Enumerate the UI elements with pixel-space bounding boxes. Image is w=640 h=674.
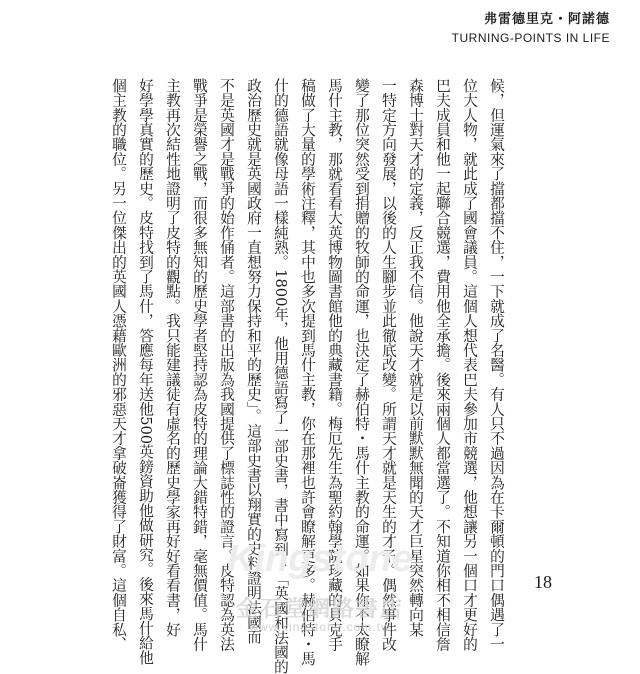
- text-line: 主教再次結性地證明了皮特的觀點。我只能建議徒有虛名的歷史學家再好好看看書，好: [164, 78, 181, 637]
- text-line: 一特定方向發展，以後的人生腳步並此徹底改變。所謂天才就是天生的才子。偶然事件改: [380, 78, 397, 652]
- book-author-title: 弗雷德里克・阿諾德: [483, 12, 610, 27]
- book-english-title: TURNING-POINTS IN LIFE: [451, 31, 610, 45]
- text-line: 變了那位突然受到捐贈的牧師的命運，也決定了赫伯特・馬什主教的命運。如果你不太瞭解: [353, 78, 370, 666]
- text-line: 什的德語就像母語一樣純熟。1800年，他用德語寫了一部史書，書中寫到：「英國和法國的: [272, 78, 289, 674]
- page-number: 18: [534, 572, 552, 592]
- text-line: 政治歷史就是英國政府一直想努力保持和平的歷史」。這部史書以翔實的史料證明法國而: [245, 78, 262, 644]
- watermark-site-name: 金石堂網路書店: [235, 596, 404, 622]
- text-line: 巴夫成員和他一起聯合競選，費用他全承擔。後來兩個人都當選了。不知道你相不相信詹: [434, 78, 451, 652]
- text-line: 稿做了大量的學術注釋，其中也多次提到馬什主教，你在那裡也許會瞭解更多。赫伯特・馬: [299, 78, 316, 666]
- text-line: 不是英國才是戰爭的始作俑者。這部書的出版為我國提供了標誌性的證言。皮特認為英法: [218, 78, 235, 652]
- running-header: [452, 8, 610, 45]
- text-line: 個主教的職位。另一位傑出的英國人憑藉歐洲的邪惡天才拿破崙獲得了財富。這個自私、: [110, 78, 127, 652]
- watermark-logo: Kingstone: [227, 538, 413, 580]
- text-line: 位大人物，就此成了國會議員。這個人想代表巴夫參加市競選，他想讓另一個口才更好的: [461, 78, 478, 652]
- text-line: 馬什主教，那就看看大英博物圖書館他的典藏書籍。梅厄先生為聖約翰學院珍藏的貝克手: [326, 78, 343, 652]
- text-line: 戰爭是榮譽之戰，而很多無知的歷史學者堅持認為皮特的理論大錯特錯，毫無價值。馬什: [191, 78, 208, 652]
- watermark-url: www.kingstone.com.tw: [249, 620, 391, 634]
- text-line: 候，但運氣來了擋都擋不住，一下就成了名醫。有人只不過因為在卡爾頓的門口偶遇了一: [488, 78, 505, 652]
- text-line: 森博士對天才的定義，反正我不信。他說天才就是以前默默無聞的天才巨星突然轉向某: [407, 78, 424, 637]
- text-line: 好學學真實的歷史。皮特找到了馬什，答應每年送他500英鎊資助他做研究。後來馬什給他: [137, 78, 154, 665]
